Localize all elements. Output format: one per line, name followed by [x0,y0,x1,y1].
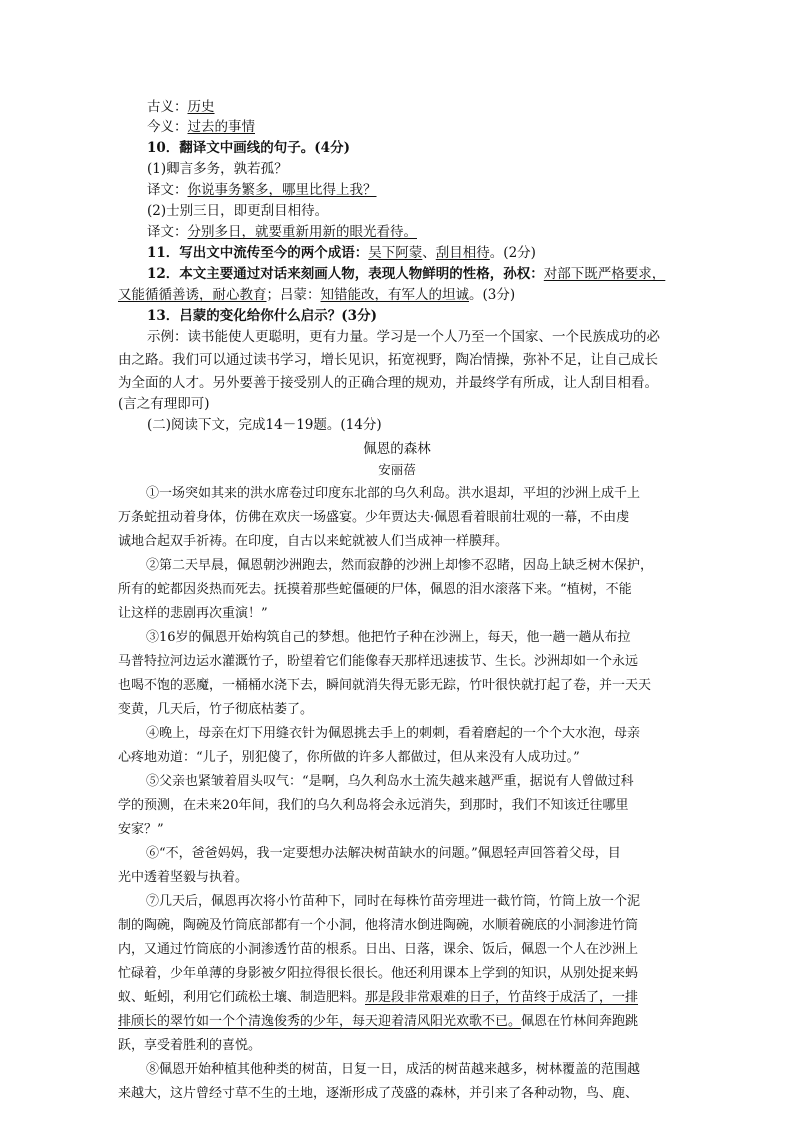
answer-10-1 [147,180,377,200]
question-11 [147,243,536,263]
article-line: ⑧佩恩开始种植其他种类的树苗，日复一日，成活的树苗越来越多，树林覆盖的范围越 [146,1062,641,1077]
article-line: 制的陶碗，陶碗及竹筒底部都有一个小洞，他将清水倒进陶碗，水顺着碗底的小洞渗进竹筒 [118,918,639,933]
gu-yi-line [147,97,215,117]
answer: 对部下既严格要求， [543,266,666,282]
underlined-sentence: 排颀长的翠竹如一个个清逸俊秀的少年，每天迎着清风阳光欢歌不已。 [118,1014,522,1029]
label: 译文： [147,224,188,240]
article-line: 来越大，这片曾经寸草不生的土地，逐渐形成了茂盛的森林，并引来了各种动物，鸟、鹿、 [118,1086,639,1101]
article-line: 忙碌着，少年单薄的身影被夕阳拉得很长很长。他还利用课本上学到的知识，从别处捉来蚂 [118,966,639,981]
underlined-sentence: 那是段非常艰难的日子，竹苗终于成活了，一排 [365,990,639,1005]
article-paragraph [118,770,678,842]
answer: 知错能改，有军人的坦诚 [320,287,469,303]
answer: 吴下阿蒙 [368,245,423,261]
article-title: 佩恩的森林 [363,441,431,457]
score: 。(3分) [469,287,516,303]
article-line: 马普特拉河边运水灌溉竹子，盼望着它们能像春天那样迅速拔节、生长。沙洲却如一个永远 [118,654,639,669]
answer-13-l2: 由之路。我们可以通过读书学习，增长见识，拓宽视野，陶冶情操，弥补不足，让自己成长 [118,352,658,368]
article-line: 学的预测，在未来20年间，我们的乌久利岛将会永远消失，到那时，我们不知该迁往哪里 [118,798,629,813]
answer-13-l3: 为全面的人才。另外要善于接受别人的正确合理的规劝，并最终学有所成，让人刮目相看。 [118,375,658,391]
answer-10-2 [147,222,417,242]
article-line [118,1010,678,1034]
text-segment: 蚁、蚯蚓，利用它们疏松土壤、制造肥料。 [118,990,366,1005]
article-line: 内，又通过竹筒底的小洞渗透竹苗的根系。日出、日落，课余、饭后，佩恩一个人在沙洲上 [118,942,639,957]
answer: 又能循循善诱，耐心教育 [118,287,267,303]
section-two-heading: (二)阅读下文，完成14－19题。(14分) [147,417,382,433]
prompt: 12．本文主要通过对话来刻画人物，表现人物鲜明的性格，孙权： [147,266,544,282]
question-13: 13．吕蒙的变化给你什么启示？(3分) [147,308,377,324]
answer: 历史 [187,99,215,115]
article-line: 跃，享受着胜利的喜悦。 [118,1038,262,1053]
answer: 分别多日，就要重新用新的眼光看待。 [187,224,417,240]
text-segment: 佩恩在竹林间奔跑跳 [521,1014,639,1029]
separator: 、 [422,245,436,261]
article-line: 心疼地劝道：“儿子，别犯傻了，你所做的许多人都做过，但从来没有人成功过。” [118,750,580,765]
label: 古义： [147,99,188,115]
score: 。(2分) [489,245,536,261]
article-line: 让这样的悲剧再次重演！” [118,606,268,621]
article-line: ⑥“不，爸爸妈妈，我一定要想办法解决树苗缺水的问题。”佩恩轻声回答着父母，目 [146,846,621,861]
question-10-1: (1)卿言多务，孰若孤？ [147,161,288,177]
answer: 你说事务繁多，哪里比得上我？ [187,182,377,198]
question-12-line2 [118,285,515,305]
article-author: 安丽蓓 [378,462,416,477]
article-line: 也喝不饱的恶魔，一桶桶水浇下去，瞬间就消失得无影无踪，竹叶很快就打起了卷，并一天天 [118,678,652,693]
article-line: ⑦几天后，佩恩再次将小竹苗种下，同时在每株竹苗旁埋进一截竹筒，竹筒上放一个泥 [146,894,641,909]
article-paragraph [118,722,678,770]
article-line: 所有的蛇都因炎热而死去。抚摸着那些蛇僵硬的尸体，佩恩的泪水滚落下来。“植树，不能 [118,582,632,597]
article-line: ④晚上，母亲在灯下用缝衣针为佩恩挑去手上的刺刺，看着磨起的一个个大水泡，母亲 [146,726,641,741]
article-line: ⑤父亲也紧皱着眉头叹气：“是啊，乌久利岛水土流失越来越严重，据说有人曾做过科 [146,774,634,789]
question-10: 10．翻译文中画线的句子。(4分) [147,140,350,156]
question-10-2: (2)士别三日，即更刮目相待。 [147,203,329,219]
answer: 过去的事情 [187,119,255,135]
article-paragraph [118,626,678,722]
prompt: 11．写出文中流传至今的两个成语： [147,245,369,261]
article-line: 诚地合起双手祈祷。在印度，自古以来蛇就被人们当成神一样膜拜。 [118,534,509,549]
article-paragraph [118,1058,678,1106]
article-paragraph [118,554,678,626]
article-body [118,482,678,1106]
jin-yi-line [147,117,255,137]
question-12-line1 [147,264,665,284]
article-paragraph [118,482,678,554]
article-line: 变黄，几天后，竹子彻底枯萎了。 [118,702,314,717]
article-line: 光中透着坚毅与执着。 [118,870,249,885]
article-paragraph [118,890,678,1058]
label: 今义： [147,119,188,135]
article-line: ③16岁的佩恩开始构筑自己的梦想。他把竹子种在沙洲上，每天，他一趟一趟从布拉 [146,630,631,645]
article-line [118,986,678,1010]
answer: 刮目相待 [435,245,490,261]
article-line: ②第二天早晨，佩恩朝沙洲跑去，然而寂静的沙洲上却惨不忍睹，因岛上缺乏树木保护， [146,558,654,573]
label: ；吕蒙： [266,287,321,303]
article-paragraph [118,842,678,890]
answer-13-l4: (言之有理即可) [118,396,210,412]
label: 译文： [147,182,188,198]
article-line: ①一场突如其来的洪水席卷过印度东北部的乌久利岛。洪水退却，平坦的沙洲上成千上 [146,486,641,501]
answer-13-l1: 示例：读书能使人更聪明，更有力量。学习是一个人乃至一个国家、一个民族成功的必 [147,329,660,345]
article-line: 万条蛇扭动着身体，仿佛在欢庆一场盛宴。少年贾达夫·佩恩看着眼前壮观的一幕，不由虔 [118,510,630,525]
article-line: 安家？” [118,822,164,837]
